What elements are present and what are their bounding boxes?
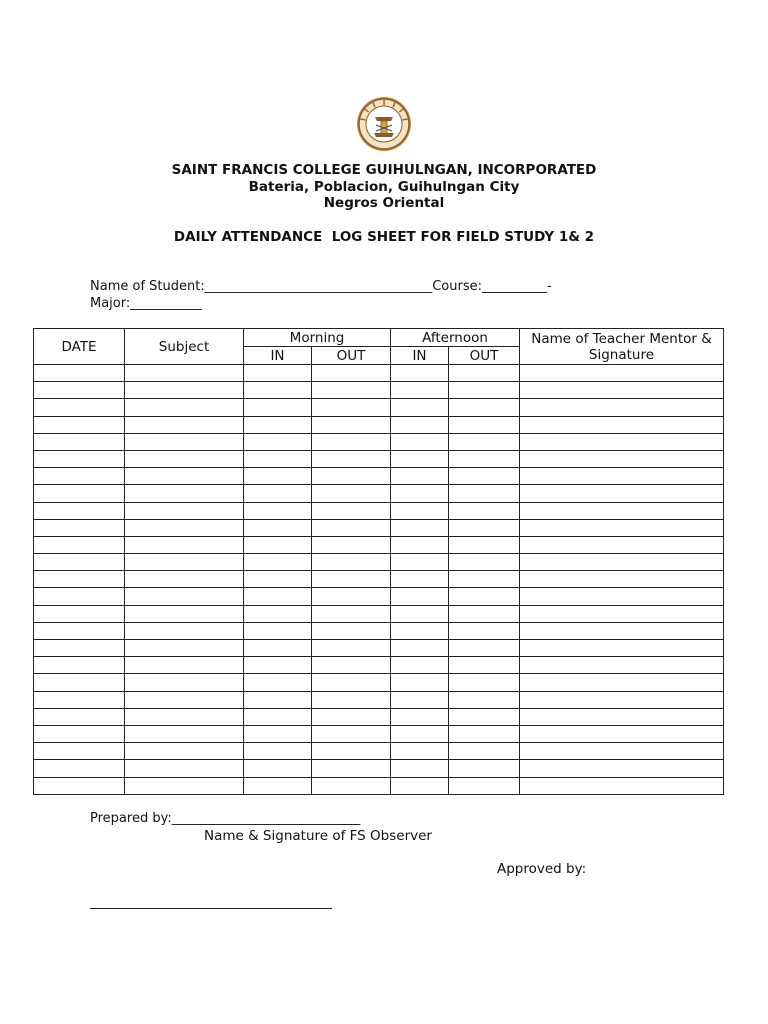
- table-cell: [391, 777, 449, 794]
- table-cell: [312, 622, 391, 639]
- table-row: [34, 433, 724, 450]
- table-cell: [312, 588, 391, 605]
- table-cell: [391, 760, 449, 777]
- table-row: [34, 760, 724, 777]
- table-cell: [244, 571, 312, 588]
- table-cell: [520, 382, 724, 399]
- attendance-log-table: [33, 328, 724, 795]
- table-cell: [520, 365, 724, 382]
- table-cell: [520, 536, 724, 553]
- table-row: [34, 588, 724, 605]
- document-header: [0, 162, 768, 212]
- table-row: [34, 691, 724, 708]
- table-row: [34, 365, 724, 382]
- table-cell: [312, 777, 391, 794]
- table-cell: [125, 760, 244, 777]
- table-row: [34, 416, 724, 433]
- table-cell: [391, 691, 449, 708]
- table-cell: [244, 743, 312, 760]
- table-cell: [312, 640, 391, 657]
- table-cell: [125, 468, 244, 485]
- table-row: [34, 485, 724, 502]
- group-header-afternoon: Afternoon: [391, 329, 520, 347]
- table-cell: [520, 605, 724, 622]
- table-cell: [34, 382, 125, 399]
- table-cell: [391, 365, 449, 382]
- table-cell: [34, 571, 125, 588]
- table-cell: [391, 468, 449, 485]
- table-cell: [34, 536, 125, 553]
- table-cell: [125, 536, 244, 553]
- table-body: [34, 365, 724, 795]
- table-cell: [520, 657, 724, 674]
- table-cell: [125, 640, 244, 657]
- table-cell: [391, 725, 449, 742]
- table-cell: [391, 382, 449, 399]
- table-cell: [244, 382, 312, 399]
- table-cell: [449, 519, 520, 536]
- table-cell: [244, 605, 312, 622]
- table-cell: [391, 536, 449, 553]
- column-header-morning-out: OUT: [312, 347, 391, 365]
- table-row: [34, 657, 724, 674]
- table-cell: [520, 433, 724, 450]
- table-cell: [125, 777, 244, 794]
- table-cell: [34, 777, 125, 794]
- table-cell: [244, 450, 312, 467]
- table-row: [34, 725, 724, 742]
- table-cell: [449, 536, 520, 553]
- table-cell: [391, 640, 449, 657]
- table-cell: [391, 622, 449, 639]
- table-cell: [391, 554, 449, 571]
- table-cell: [520, 743, 724, 760]
- table-cell: [125, 622, 244, 639]
- table-cell: [520, 519, 724, 536]
- table-cell: [34, 657, 125, 674]
- table-cell: [520, 622, 724, 639]
- address-line-1: Bateria, Poblacion, Guihulngan City: [248, 178, 520, 195]
- table-cell: [520, 502, 724, 519]
- table-cell: [312, 399, 391, 416]
- table-cell: [125, 657, 244, 674]
- table-cell: [520, 450, 724, 467]
- table-cell: [449, 588, 520, 605]
- table-cell: [244, 708, 312, 725]
- table-cell: [520, 485, 724, 502]
- table-row: [34, 708, 724, 725]
- column-header-afternoon-in: IN: [391, 347, 449, 365]
- table-cell: [391, 502, 449, 519]
- table-cell: [312, 571, 391, 588]
- table-row: [34, 450, 724, 467]
- approver-signature-line: [90, 908, 332, 909]
- table-row: [34, 743, 724, 760]
- table-cell: [125, 382, 244, 399]
- table-cell: [449, 433, 520, 450]
- table-cell: [312, 691, 391, 708]
- table-cell: [520, 708, 724, 725]
- table-cell: [312, 433, 391, 450]
- table-cell: [244, 725, 312, 742]
- table-cell: [391, 743, 449, 760]
- table-cell: [34, 760, 125, 777]
- table-cell: [449, 382, 520, 399]
- table-cell: [125, 588, 244, 605]
- table-cell: [244, 657, 312, 674]
- table-cell: [244, 554, 312, 571]
- table-cell: [449, 691, 520, 708]
- column-header-morning-in: IN: [244, 347, 312, 365]
- table-cell: [449, 416, 520, 433]
- table-cell: [520, 571, 724, 588]
- table-cell: [34, 450, 125, 467]
- table-cell: [125, 485, 244, 502]
- table-row: [34, 674, 724, 691]
- table-row: [34, 536, 724, 553]
- table-cell: [520, 725, 724, 742]
- table-cell: [244, 468, 312, 485]
- table-cell: [449, 743, 520, 760]
- table-cell: [391, 485, 449, 502]
- table-cell: [125, 725, 244, 742]
- table-cell: [125, 519, 244, 536]
- table-cell: [244, 674, 312, 691]
- table-cell: [34, 519, 125, 536]
- table-cell: [391, 708, 449, 725]
- address-line-2: Negros Oriental: [323, 195, 445, 211]
- table-cell: [449, 725, 520, 742]
- table-cell: [449, 468, 520, 485]
- observer-caption: Name & Signature of FS Observer: [204, 828, 432, 844]
- prepared-by-field: Prepared by:_____________________________: [90, 811, 361, 826]
- table-cell: [391, 657, 449, 674]
- table-cell: [312, 416, 391, 433]
- table-cell: [520, 777, 724, 794]
- table-cell: [312, 554, 391, 571]
- column-header-date: DATE: [34, 329, 125, 365]
- table-row: [34, 622, 724, 639]
- table-cell: [520, 691, 724, 708]
- table-cell: [391, 674, 449, 691]
- table-cell: [34, 588, 125, 605]
- table-cell: [244, 433, 312, 450]
- table-cell: [34, 468, 125, 485]
- table-cell: [125, 450, 244, 467]
- table-cell: [312, 365, 391, 382]
- table-cell: [449, 605, 520, 622]
- table-cell: [312, 657, 391, 674]
- table-cell: [449, 674, 520, 691]
- table-row: [34, 571, 724, 588]
- college-seal-logo: [354, 95, 414, 153]
- table-cell: [244, 588, 312, 605]
- table-cell: [34, 640, 125, 657]
- table-row: [34, 468, 724, 485]
- table-cell: [391, 519, 449, 536]
- table-cell: [449, 760, 520, 777]
- table-cell: [449, 657, 520, 674]
- table-cell: [244, 519, 312, 536]
- table-cell: [125, 416, 244, 433]
- table-cell: [520, 416, 724, 433]
- table-cell: [34, 554, 125, 571]
- table-cell: [449, 640, 520, 657]
- table-cell: [244, 691, 312, 708]
- table-cell: [244, 365, 312, 382]
- table-cell: [520, 640, 724, 657]
- student-course-field: Name of Student:___________________________________Course:__________-: [90, 279, 552, 294]
- table-cell: [312, 382, 391, 399]
- table-cell: [34, 416, 125, 433]
- table-cell: [34, 605, 125, 622]
- table-cell: [34, 674, 125, 691]
- table-row: [34, 399, 724, 416]
- table-cell: [449, 450, 520, 467]
- table-cell: [312, 743, 391, 760]
- table-cell: [34, 485, 125, 502]
- table-cell: [312, 605, 391, 622]
- table-cell: [312, 674, 391, 691]
- table-row: [34, 554, 724, 571]
- approved-by-label: Approved by:: [497, 861, 587, 877]
- table-cell: [312, 502, 391, 519]
- table-cell: [125, 708, 244, 725]
- column-header-subject: Subject: [125, 329, 244, 365]
- table-cell: [449, 708, 520, 725]
- table-cell: [244, 502, 312, 519]
- table-cell: [244, 416, 312, 433]
- table-cell: [34, 691, 125, 708]
- document-title: DAILY ATTENDANCE LOG SHEET FOR FIELD STUDY 1& 2: [173, 229, 595, 245]
- table-row: [34, 382, 724, 399]
- table-cell: [34, 433, 125, 450]
- table-cell: [312, 519, 391, 536]
- table-cell: [244, 399, 312, 416]
- table-cell: [125, 743, 244, 760]
- table-cell: [520, 468, 724, 485]
- major-field: Major:___________: [90, 296, 202, 311]
- table-cell: [449, 365, 520, 382]
- table-cell: [244, 760, 312, 777]
- table-cell: [391, 416, 449, 433]
- table-cell: [391, 605, 449, 622]
- table-cell: [449, 554, 520, 571]
- column-header-mentor: Name of Teacher Mentor & Signature: [520, 329, 724, 365]
- table-cell: [125, 554, 244, 571]
- table-cell: [125, 605, 244, 622]
- table-cell: [312, 468, 391, 485]
- table-cell: [391, 450, 449, 467]
- table-cell: [125, 571, 244, 588]
- table-cell: [34, 502, 125, 519]
- table-cell: [34, 725, 125, 742]
- table-cell: [449, 622, 520, 639]
- table-cell: [449, 399, 520, 416]
- column-header-afternoon-out: OUT: [449, 347, 520, 365]
- table-cell: [520, 588, 724, 605]
- table-cell: [244, 622, 312, 639]
- table-cell: [391, 588, 449, 605]
- table-cell: [391, 433, 449, 450]
- table-cell: [449, 502, 520, 519]
- table-row: [34, 777, 724, 794]
- table-cell: [449, 571, 520, 588]
- group-header-morning: Morning: [244, 329, 391, 347]
- table-cell: [125, 365, 244, 382]
- table-row: [34, 605, 724, 622]
- table-cell: [391, 399, 449, 416]
- table-cell: [449, 777, 520, 794]
- table-cell: [312, 725, 391, 742]
- table-cell: [34, 365, 125, 382]
- table-cell: [520, 674, 724, 691]
- table-row: [34, 519, 724, 536]
- table-cell: [34, 708, 125, 725]
- institution-name: SAINT FRANCIS COLLEGE GUIHULNGAN, INCORPORATED: [171, 162, 597, 178]
- table-cell: [520, 760, 724, 777]
- table-cell: [244, 640, 312, 657]
- table-row: [34, 502, 724, 519]
- table-cell: [125, 674, 244, 691]
- table-cell: [391, 571, 449, 588]
- table-cell: [125, 691, 244, 708]
- table-cell: [312, 485, 391, 502]
- table-cell: [125, 433, 244, 450]
- table-cell: [312, 708, 391, 725]
- table-cell: [312, 450, 391, 467]
- table-cell: [449, 485, 520, 502]
- table-cell: [244, 485, 312, 502]
- table-cell: [34, 399, 125, 416]
- table-cell: [125, 399, 244, 416]
- table-cell: [312, 760, 391, 777]
- table-cell: [34, 622, 125, 639]
- table-cell: [125, 502, 244, 519]
- table-cell: [244, 777, 312, 794]
- table-header-row-1: [34, 329, 724, 347]
- table-row: [34, 640, 724, 657]
- table-cell: [520, 399, 724, 416]
- table-cell: [34, 743, 125, 760]
- table-cell: [312, 536, 391, 553]
- table-cell: [244, 536, 312, 553]
- table-cell: [520, 554, 724, 571]
